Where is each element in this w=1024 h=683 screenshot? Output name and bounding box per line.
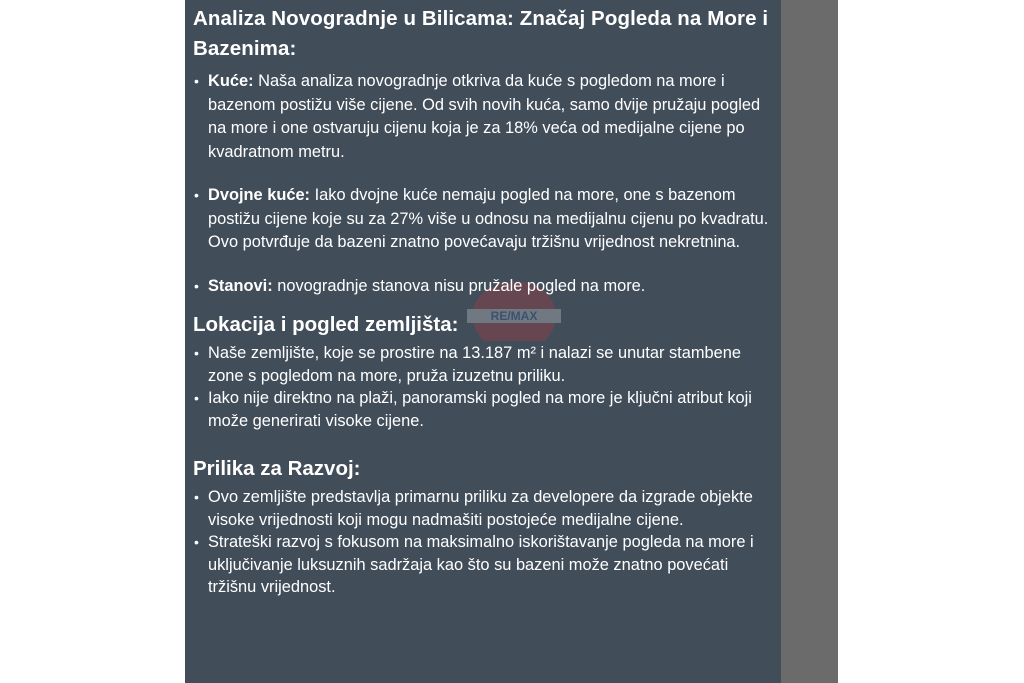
- item-lead: Stanovi:: [208, 276, 273, 295]
- list-item-dvojne-kuce: [193, 184, 778, 255]
- item-text: novogradnje stanova nisu pružale pogled na more.: [272, 276, 646, 295]
- list-item: • Ovo zemljište predstavlja primarnu priliku za developere da izgrade objekte visoke vrijednosti koji mogu nadmašiti postojeće medijalne cijene.: [193, 486, 778, 531]
- list-item: • Iako nije direktno na plaži, panoramski pogled na more je ključni atribut koji može generirati visoke cijene.: [193, 387, 778, 432]
- location-heading: Lokacija i pogled zemljišta:: [193, 313, 459, 336]
- watermark-label: RE/MAX: [490, 309, 538, 323]
- page-title: Analiza Novogradnje u Bilicama: Značaj Pogleda na More i Bazenima:: [193, 7, 769, 60]
- analysis-list: [193, 70, 778, 298]
- document-body: [193, 4, 778, 599]
- development-list: [193, 486, 778, 599]
- item-text: Naša analiza novogradnje otkriva da kuće s pogledom na more i bazenom postižu više cijene. Od svih novih kuća, samo dvije pružaju pogled na more i one ostvaruju cijenu koja je za 18% veća od medijalne cijene po kvadratnom metru.: [208, 72, 761, 161]
- side-strip: [781, 0, 838, 683]
- development-heading: Prilika za Razvoj:: [193, 457, 361, 480]
- list-item-stanovi: [193, 275, 778, 299]
- list-item-kuce: [193, 70, 778, 164]
- location-list: [193, 342, 778, 432]
- item-text: Iako dvojne kuće nemaju pogled na more, one s bazenom postižu cijene koje su za 27% više u odnosu na medijalnu cijenu po kvadratu. Ovo potvrđuje da bazeni znatno povećavaju tržišnu vrijednost nekretnina.: [208, 186, 769, 251]
- list-item: • Strateški razvoj s fokusom na maksimalno iskorištavanje pogleda na more i uključivanje luksuznih sadržaja kao što su bazeni može znatno povećati tržišnu vrijednost.: [193, 531, 778, 599]
- item-lead: Kuće:: [208, 72, 254, 90]
- list-item: • Naše zemljište, koje se prostire na 13.187 m² i nalazi se unutar stambene zone s pogledom na more, pruža izuzetnu priliku.: [193, 342, 778, 387]
- item-lead: Dvojne kuće:: [208, 186, 311, 204]
